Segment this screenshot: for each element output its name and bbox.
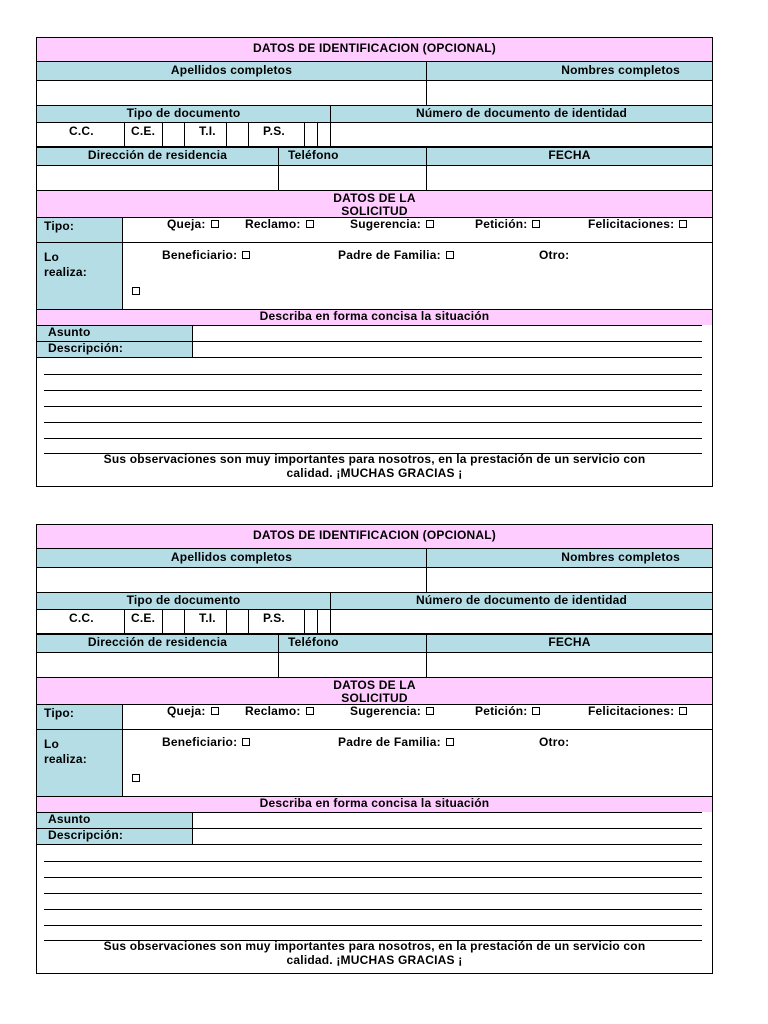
apellidos-label: Apellidos completos — [170, 63, 293, 77]
otro-checkbox[interactable] — [132, 287, 140, 295]
lo-realiza-line2: realiza: — [44, 752, 87, 766]
direccion-field[interactable] — [37, 166, 279, 190]
description-line-1[interactable] — [44, 861, 702, 862]
solicitud-header-line1: DATOS DE LA — [333, 191, 416, 205]
doc-check-cc[interactable] — [163, 123, 185, 146]
realiza-padre[interactable]: Padre de Familia: — [338, 248, 454, 262]
realiza-otro: Otro: — [539, 735, 570, 749]
pqrs-form-2 — [36, 524, 713, 974]
doc-type-ti: T.I. — [199, 124, 216, 138]
tipo-sugerencia[interactable]: Sugerencia: — [350, 217, 434, 231]
address-labels-row — [37, 634, 712, 653]
peticion-checkbox[interactable] — [532, 220, 540, 228]
address-labels-row — [37, 147, 712, 166]
direccion-field[interactable] — [37, 653, 279, 677]
description-line-1[interactable] — [44, 374, 702, 375]
felicitaciones-checkbox[interactable] — [679, 707, 687, 715]
doc-check-ti[interactable] — [227, 123, 249, 146]
lo-realiza-row — [37, 730, 712, 797]
queja-checkbox[interactable] — [211, 707, 219, 715]
doc-type-ps: P.S. — [263, 611, 285, 625]
document-labels-row — [37, 593, 712, 610]
tipo-queja[interactable]: Queja: — [167, 704, 219, 718]
numero-documento-label: Número de documento de identidad — [415, 593, 628, 607]
tipo-reclamo[interactable]: Reclamo: — [245, 217, 314, 231]
descripcion-label: Descripción: — [48, 341, 124, 355]
description-line-4[interactable] — [44, 422, 702, 423]
fecha-label: FECHA — [548, 635, 591, 649]
fecha-field[interactable] — [427, 166, 712, 190]
footer-line-1: Sus observaciones son muy importantes para nosotros, en la prestación de un servicio con — [103, 452, 646, 466]
pqrs-form-1 — [36, 37, 713, 487]
otro-checkbox[interactable] — [132, 774, 140, 782]
document-labels-row — [37, 106, 712, 123]
footer-line-2: calidad. ¡MUCHAS GRACIAS ¡ — [286, 953, 463, 967]
nombres-field[interactable] — [427, 81, 712, 105]
describa-label: Describa en forma concisa la situación — [259, 796, 490, 810]
identification-header-title: DATOS DE IDENTIFICACION (OPCIONAL) — [252, 41, 497, 55]
numero-documento-field[interactable] — [331, 610, 712, 633]
descripcion-line[interactable] — [193, 357, 702, 358]
beneficiario-checkbox[interactable] — [242, 251, 250, 259]
direccion-label: Dirección de residencia — [87, 148, 228, 162]
tipo-reclamo[interactable]: Reclamo: — [245, 704, 314, 718]
tipo-row — [37, 705, 712, 730]
descripcion-label: Descripción: — [48, 828, 124, 842]
doc-check-cc[interactable] — [163, 610, 185, 633]
tipo-felicitaciones[interactable]: Felicitaciones: — [588, 217, 687, 231]
document-types-row — [37, 610, 712, 634]
nombres-label: Nombres completos — [561, 63, 680, 77]
name-labels-row — [37, 549, 712, 568]
description-line-4[interactable] — [44, 909, 702, 910]
asunto-descripcion-block — [37, 325, 712, 358]
apellidos-field[interactable] — [37, 568, 427, 592]
footer-line-2: calidad. ¡MUCHAS GRACIAS ¡ — [286, 466, 463, 480]
beneficiario-checkbox[interactable] — [242, 738, 250, 746]
doc-type-ce: C.E. — [131, 611, 156, 625]
peticion-checkbox[interactable] — [532, 707, 540, 715]
asunto-line[interactable] — [193, 341, 702, 342]
solicitud-header-line2: SOLICITUD — [341, 204, 408, 218]
describa-header — [37, 797, 712, 812]
doc-check-ti[interactable] — [227, 610, 249, 633]
description-line-5[interactable] — [44, 925, 702, 926]
asunto-descripcion-block — [37, 812, 712, 845]
felicitaciones-checkbox[interactable] — [679, 220, 687, 228]
reclamo-checkbox[interactable] — [306, 707, 314, 715]
lo-realiza-row — [37, 243, 712, 310]
tipo-row — [37, 218, 712, 243]
solicitud-header-line2: SOLICITUD — [341, 691, 408, 705]
fecha-label: FECHA — [548, 148, 591, 162]
numero-documento-field[interactable] — [331, 123, 712, 146]
document-types-row — [37, 123, 712, 147]
telefono-label: Teléfono — [288, 148, 339, 162]
name-labels-row — [37, 62, 712, 81]
identification-header — [37, 38, 712, 62]
description-line-3[interactable] — [44, 893, 702, 894]
doc-type-ps: P.S. — [263, 124, 285, 138]
nombres-field[interactable] — [427, 568, 712, 592]
realiza-beneficiario[interactable]: Beneficiario: — [162, 735, 250, 749]
queja-checkbox[interactable] — [211, 220, 219, 228]
tipo-label: Tipo: — [44, 219, 75, 233]
doc-type-cc: C.C. — [69, 611, 94, 625]
nombres-label: Nombres completos — [561, 550, 680, 564]
descripcion-line[interactable] — [193, 844, 702, 845]
description-line-3[interactable] — [44, 406, 702, 407]
padre-checkbox[interactable] — [446, 738, 454, 746]
identification-header-title: DATOS DE IDENTIFICACION (OPCIONAL) — [252, 528, 497, 542]
doc-type-ce: C.E. — [131, 124, 156, 138]
numero-documento-label: Número de documento de identidad — [415, 106, 628, 120]
description-line-2[interactable] — [44, 877, 702, 878]
doc-type-cc: C.C. — [69, 124, 94, 138]
sugerencia-checkbox[interactable] — [426, 707, 434, 715]
tipo-peticion[interactable]: Petición: — [475, 217, 540, 231]
apellidos-field[interactable] — [37, 81, 427, 105]
direccion-label: Dirección de residencia — [87, 635, 228, 649]
tipo-sugerencia[interactable]: Sugerencia: — [350, 704, 434, 718]
name-inputs-row — [37, 81, 712, 106]
realiza-otro: Otro: — [539, 248, 570, 262]
solicitud-header — [37, 191, 712, 218]
name-inputs-row — [37, 568, 712, 593]
realiza-beneficiario[interactable]: Beneficiario: — [162, 248, 250, 262]
tipo-peticion[interactable]: Petición: — [475, 704, 540, 718]
asunto-label: Asunto — [48, 325, 91, 339]
solicitud-header — [37, 678, 712, 705]
identification-header — [37, 525, 712, 549]
padre-checkbox[interactable] — [446, 251, 454, 259]
tipo-label: Tipo: — [44, 706, 75, 720]
telefono-label: Teléfono — [288, 635, 339, 649]
footer-line-1: Sus observaciones son muy importantes para nosotros, en la prestación de un servicio con — [103, 939, 646, 953]
fecha-field[interactable] — [427, 653, 712, 677]
asunto-line[interactable] — [193, 828, 702, 829]
description-line-2[interactable] — [44, 390, 702, 391]
doc-check-ps[interactable] — [305, 123, 318, 146]
describa-header — [37, 310, 712, 325]
description-line-5[interactable] — [44, 438, 702, 439]
apellidos-label: Apellidos completos — [170, 550, 293, 564]
doc-type-ti: T.I. — [199, 611, 216, 625]
asunto-label: Asunto — [48, 812, 91, 826]
address-inputs-row — [37, 166, 712, 191]
reclamo-checkbox[interactable] — [306, 220, 314, 228]
tipo-documento-label: Tipo de documento — [126, 593, 241, 607]
address-inputs-row — [37, 653, 712, 678]
doc-check-ps[interactable] — [305, 610, 318, 633]
telefono-field[interactable] — [279, 166, 427, 190]
tipo-documento-label: Tipo de documento — [126, 106, 241, 120]
lo-realiza-line1: Lo — [44, 250, 60, 264]
tipo-felicitaciones[interactable]: Felicitaciones: — [588, 704, 687, 718]
tipo-queja[interactable]: Queja: — [167, 217, 219, 231]
solicitud-header-line1: DATOS DE LA — [333, 678, 416, 692]
lo-realiza-line1: Lo — [44, 737, 60, 751]
describa-label: Describa en forma concisa la situación — [259, 309, 490, 323]
lo-realiza-line2: realiza: — [44, 265, 87, 279]
telefono-field[interactable] — [279, 653, 427, 677]
realiza-padre[interactable]: Padre de Familia: — [338, 735, 454, 749]
sugerencia-checkbox[interactable] — [426, 220, 434, 228]
